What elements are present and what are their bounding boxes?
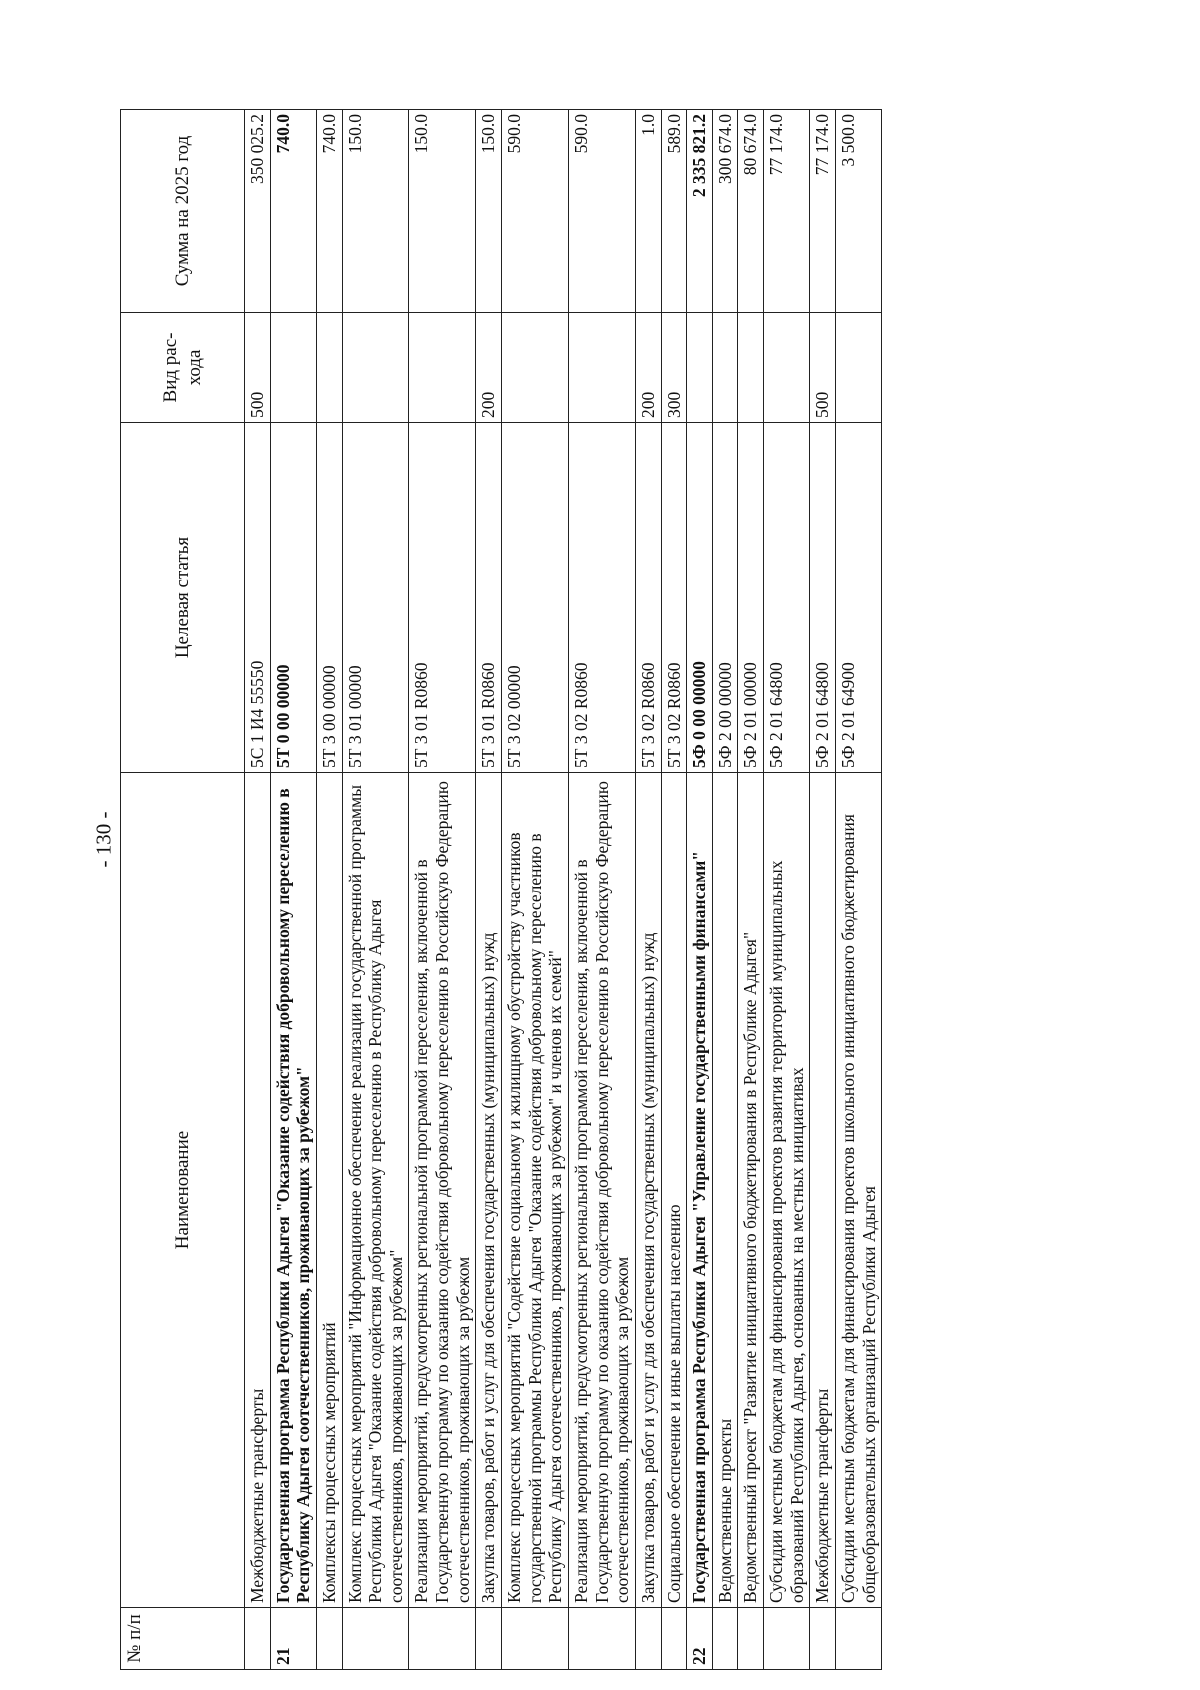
row-target-cell: 5Т 3 02 R0860 <box>661 423 687 773</box>
row-number-cell <box>245 1608 271 1670</box>
header-sum: Сумма на 2025 год <box>121 110 245 313</box>
row-kind-cell <box>738 313 764 423</box>
row-number-cell <box>712 1608 738 1670</box>
row-name-cell: Комплекс процессных мероприятий "Содействие социальному и жилищному обустройству участников государственной программы Республики Адыгея "Оказание содействия добровольному переселению в Республику Адыгея соотечественников, проживающих за рубежом" и членов их семей" <box>502 773 569 1608</box>
row-target-cell: 5Т 3 02 R0860 <box>635 423 661 773</box>
row-name-cell: Государственная программа Республики Адыгея "Управление государственными финансами" <box>687 773 713 1608</box>
row-target-cell: 5Ф 2 01 64900 <box>836 423 882 773</box>
row-target-cell: 5Ф 2 01 64800 <box>764 423 810 773</box>
row-name-cell: Ведомственные проекты <box>712 773 738 1608</box>
row-kind-cell: 500 <box>245 313 271 423</box>
table-row <box>712 110 738 1670</box>
table-row <box>764 110 810 1670</box>
table-row <box>568 110 635 1670</box>
row-kind-cell <box>342 313 409 423</box>
row-number-cell <box>810 1608 836 1670</box>
row-target-cell: 5Т 3 02 00000 <box>502 423 569 773</box>
row-kind-cell <box>836 313 882 423</box>
row-number-cell <box>661 1608 687 1670</box>
row-name-cell: Комплексы процессных мероприятий <box>316 773 342 1608</box>
budget-table <box>120 109 882 1670</box>
table-row <box>810 110 836 1670</box>
row-target-cell: 5С 1 И4 55550 <box>245 423 271 773</box>
row-sum-cell: 150.0 <box>409 110 476 313</box>
row-name-cell: Закупка товаров, работ и услуг для обеспечения государственных (муниципальных) нужд <box>476 773 502 1608</box>
row-kind-cell: 200 <box>635 313 661 423</box>
row-sum-cell: 589.0 <box>661 110 687 313</box>
table-row <box>502 110 569 1670</box>
row-kind-cell <box>270 313 316 423</box>
table-row <box>661 110 687 1670</box>
row-number-cell: 21 <box>270 1608 316 1670</box>
row-target-cell: 5Т 3 01 R0860 <box>409 423 476 773</box>
row-target-cell: 5Ф 2 00 00000 <box>712 423 738 773</box>
table-row <box>635 110 661 1670</box>
row-number-cell: 22 <box>687 1608 713 1670</box>
table-row <box>270 110 316 1670</box>
row-kind-cell: 200 <box>476 313 502 423</box>
table-row <box>836 110 882 1670</box>
row-kind-cell <box>316 313 342 423</box>
row-name-cell: Комплекс процессных мероприятий "Информационное обеспечение реализации государственной программы Республики Адыгея "Оказание содействия добровольному переселению в Республику Адыгея соотечественников, проживающих за рубежом" <box>342 773 409 1608</box>
row-name-cell: Государственная программа Республики Адыгея "Оказание содействия добровольному переселению в Республику Адыгея соотечественников, проживающих за рубежом" <box>270 773 316 1608</box>
table-row <box>687 110 713 1670</box>
row-name-cell: Субсидии местным бюджетам для финансирования проектов школьного инициативного бюджетирования общеобразовательных организаций Республики Адыгея <box>836 773 882 1608</box>
row-target-cell: 5Т 0 00 00000 <box>270 423 316 773</box>
row-number-cell <box>764 1608 810 1670</box>
row-kind-cell <box>568 313 635 423</box>
row-name-cell: Закупка товаров, работ и услуг для обеспечения государственных (муниципальных) нужд <box>635 773 661 1608</box>
table-header-row <box>121 110 245 1670</box>
row-sum-cell: 150.0 <box>476 110 502 313</box>
row-sum-cell: 1.0 <box>635 110 661 313</box>
row-sum-cell: 80 674.0 <box>738 110 764 313</box>
row-kind-cell <box>409 313 476 423</box>
row-sum-cell: 590.0 <box>568 110 635 313</box>
row-sum-cell: 300 674.0 <box>712 110 738 313</box>
row-kind-cell <box>502 313 569 423</box>
row-target-cell: 5Ф 0 00 00000 <box>687 423 713 773</box>
table-row <box>316 110 342 1670</box>
row-target-cell: 5Т 3 01 R0860 <box>476 423 502 773</box>
header-kind: Вид рас-хода <box>121 313 245 423</box>
table-body <box>245 110 882 1670</box>
row-number-cell <box>476 1608 502 1670</box>
table-row <box>245 110 271 1670</box>
table-row <box>738 110 764 1670</box>
row-kind-cell <box>712 313 738 423</box>
row-kind-cell <box>687 313 713 423</box>
row-number-cell <box>568 1608 635 1670</box>
row-sum-cell: 740.0 <box>316 110 342 313</box>
header-name: Наименование <box>121 773 245 1608</box>
budget-table-area <box>120 110 1070 1670</box>
header-target: Целевая статья <box>121 423 245 773</box>
row-number-cell <box>342 1608 409 1670</box>
header-no: № п/п <box>121 1608 245 1670</box>
rotated-page-content <box>120 110 1070 1670</box>
row-kind-cell <box>764 313 810 423</box>
row-name-cell: Реализация мероприятий, предусмотренных региональной программой переселения, включенной в Государственную программу по оказанию содействия добровольному переселению в Российскую Федерацию соотечественников, проживающих за рубежом <box>568 773 635 1608</box>
row-name-cell: Ведомственный проект "Развитие инициативного бюджетирования в Республике Адыгея" <box>738 773 764 1608</box>
row-target-cell: 5Ф 2 01 64800 <box>810 423 836 773</box>
row-number-cell <box>836 1608 882 1670</box>
table-row <box>342 110 409 1670</box>
row-sum-cell: 740.0 <box>270 110 316 313</box>
row-number-cell <box>316 1608 342 1670</box>
row-name-cell: Социальное обеспечение и иные выплаты населению <box>661 773 687 1608</box>
row-sum-cell: 77 174.0 <box>764 110 810 313</box>
row-name-cell: Межбюджетные трансферты <box>245 773 271 1608</box>
row-sum-cell: 150.0 <box>342 110 409 313</box>
row-sum-cell: 2 335 821.2 <box>687 110 713 313</box>
row-name-cell: Межбюджетные трансферты <box>810 773 836 1608</box>
row-target-cell: 5Т 3 00 00000 <box>316 423 342 773</box>
row-number-cell <box>635 1608 661 1670</box>
table-row <box>409 110 476 1670</box>
page-number: - 130 - <box>91 811 116 868</box>
table-row <box>476 110 502 1670</box>
row-sum-cell: 3 500.0 <box>836 110 882 313</box>
row-name-cell: Субсидии местным бюджетам для финансирования проектов развития территорий муниципальных образований Республики Адыгея, основанных на местных инициативах <box>764 773 810 1608</box>
row-sum-cell: 77 174.0 <box>810 110 836 313</box>
row-target-cell: 5Ф 2 01 00000 <box>738 423 764 773</box>
row-target-cell: 5Т 3 02 R0860 <box>568 423 635 773</box>
row-number-cell <box>738 1608 764 1670</box>
row-kind-cell: 500 <box>810 313 836 423</box>
row-name-cell: Реализация мероприятий, предусмотренных региональной программой переселения, включенной в Государственную программу по оказанию содействия добровольному переселению в Российскую Федерацию соотечественников, проживающих за рубежом <box>409 773 476 1608</box>
row-sum-cell: 350 025.2 <box>245 110 271 313</box>
row-target-cell: 5Т 3 01 00000 <box>342 423 409 773</box>
row-sum-cell: 590.0 <box>502 110 569 313</box>
row-kind-cell: 300 <box>661 313 687 423</box>
row-number-cell <box>502 1608 569 1670</box>
row-number-cell <box>409 1608 476 1670</box>
